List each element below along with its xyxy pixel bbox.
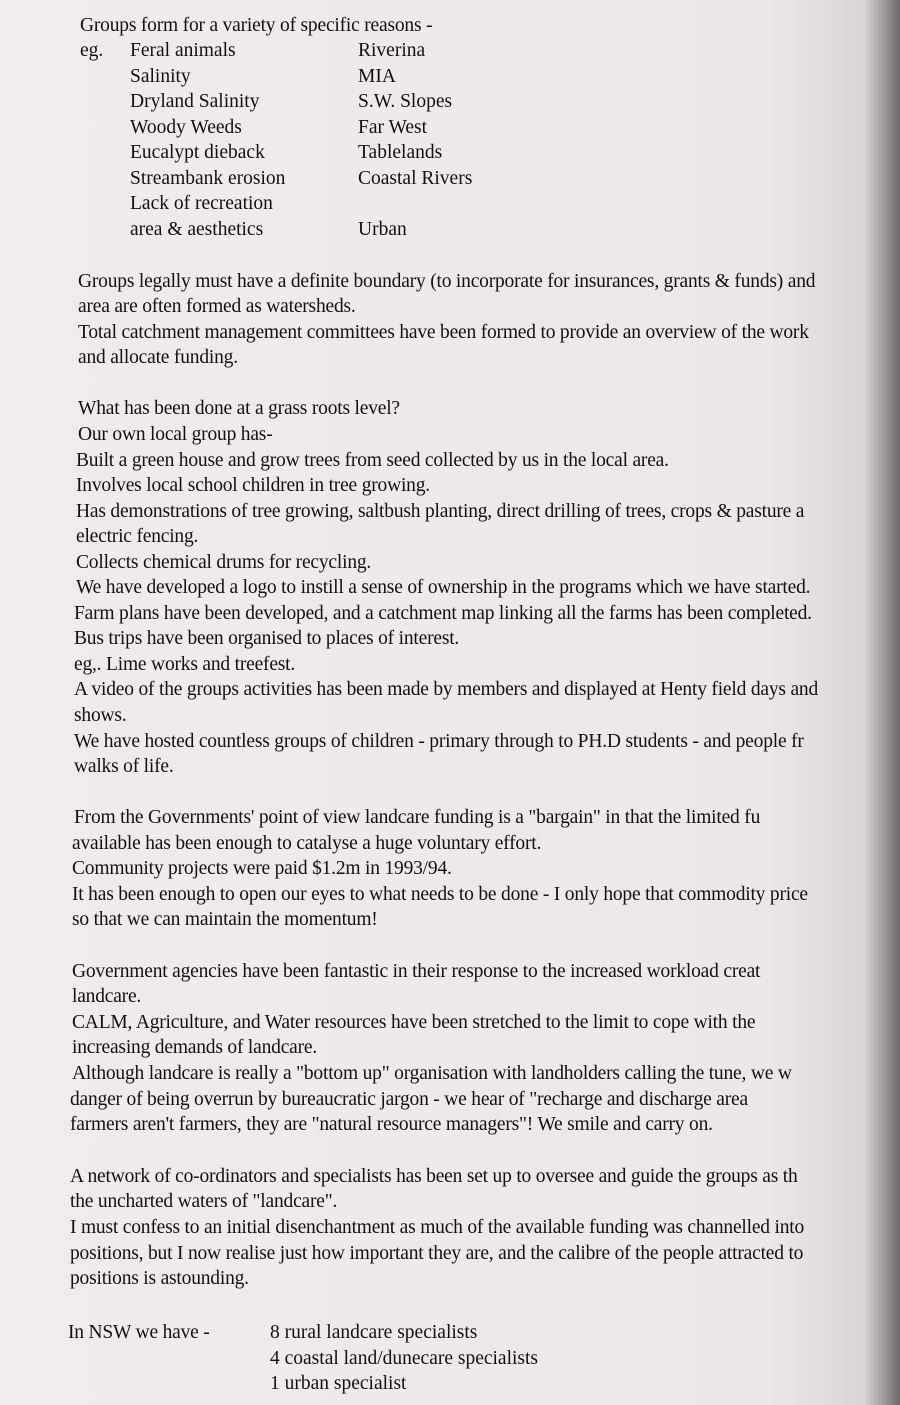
text-line: Our own local group has- (78, 424, 273, 445)
text-line: electric fencing. (76, 526, 199, 547)
text-line: CALM, Agriculture, and Water resources have been stretched to the limit to cope with the (72, 1012, 756, 1033)
text-line: Government agencies have been fantastic in their response to the increased workload creat (72, 961, 761, 982)
text-line: Has demonstrations of tree growing, saltbush planting, direct drilling of trees, crops & pasture a (76, 501, 805, 522)
eg-label: eg. (80, 40, 104, 61)
text-line: A video of the groups activities has been made by members and displayed at Henty field days and (74, 679, 819, 700)
reason-item: area & aesthetics (130, 219, 264, 240)
region-item: Urban (358, 219, 407, 240)
text-line: Involves local school children in tree growing. (76, 475, 430, 496)
reason-item: Woody Weeds (130, 117, 242, 138)
text-line: available has been enough to catalyse a huge voluntary effort. (72, 833, 542, 854)
nsw-item: 1 urban specialist (270, 1373, 407, 1394)
text-line: Although landcare is really a "bottom up" organisation with landholders calling the tune, we w (72, 1063, 792, 1084)
text-line: Built a green house and grow trees from seed collected by us in the local area. (76, 450, 669, 471)
intro-heading: Groups form for a variety of specific reasons - (80, 15, 433, 36)
nsw-label: In NSW we have - (68, 1322, 210, 1343)
text-line: From the Governments' point of view landcare funding is a "bargain" in that the limited fu (74, 807, 761, 828)
text-line: eg,. Lime works and treefest. (74, 654, 296, 675)
text-line: What has been done at a grass roots level? (78, 398, 400, 419)
region-item: Tablelands (358, 142, 443, 163)
text-line: and allocate funding. (78, 347, 238, 368)
reason-item: Dryland Salinity (130, 91, 260, 112)
region-item: Coastal Rivers (358, 168, 473, 189)
text-line: increasing demands of landcare. (72, 1037, 318, 1058)
text-line: farmers aren't farmers, they are "natural resource managers"! We smile and carry on. (70, 1114, 713, 1135)
text-line: positions is astounding. (70, 1268, 249, 1289)
text-line: Groups legally must have a definite boundary (to incorporate for insurances, grants & funds) and (78, 271, 816, 292)
text-line: shows. (74, 705, 127, 726)
text-line: Total catchment management committees have been formed to provide an overview of the work (78, 322, 809, 343)
nsw-item: 8 rural landcare specialists (270, 1322, 478, 1343)
reason-item: Streambank erosion (130, 168, 286, 189)
text-line: Farm plans have been developed, and a catchment map linking all the farms has been completed. (74, 603, 812, 624)
text-line: Bus trips have been organised to places of interest. (74, 628, 460, 649)
text-line: landcare. (72, 986, 142, 1007)
reason-item: Feral animals (130, 40, 236, 61)
region-item: Riverina (358, 40, 426, 61)
text-line: Collects chemical drums for recycling. (76, 552, 372, 573)
text-line: area are often formed as watersheds. (78, 296, 356, 317)
nsw-item: 4 coastal land/dunecare specialists (270, 1348, 539, 1369)
region-item: MIA (358, 66, 396, 87)
text-line: A network of co-ordinators and specialists has been set up to oversee and guide the groups as th (70, 1166, 798, 1187)
region-item: S.W. Slopes (358, 91, 453, 112)
text-line: positions, but I now realise just how important they are, and the calibre of the people attracted to (70, 1243, 804, 1264)
text-line: It has been enough to open our eyes to what needs to be done - I only hope that commodity price (72, 884, 808, 905)
text-line: We have developed a logo to instill a sense of ownership in the programs which we have started. (76, 577, 811, 598)
region-item: Far West (358, 117, 428, 138)
reason-item: Eucalypt dieback (130, 142, 265, 163)
reason-item: Lack of recreation (130, 193, 273, 214)
text-line: We have hosted countless groups of children - primary through to PH.D students - and people fr (74, 731, 804, 752)
text-line: Community projects were paid $1.2m in 1993/94. (72, 858, 452, 879)
text-line: the uncharted waters of "landcare". (70, 1191, 338, 1212)
text-line: danger of being overrun by bureaucratic jargon - we hear of "recharge and discharge area (70, 1089, 748, 1110)
text-line: walks of life. (74, 756, 174, 777)
text-line: so that we can maintain the momentum! (72, 909, 378, 930)
reason-item: Salinity (130, 66, 191, 87)
text-line: I must confess to an initial disenchantment as much of the available funding was channelled into (70, 1217, 805, 1238)
